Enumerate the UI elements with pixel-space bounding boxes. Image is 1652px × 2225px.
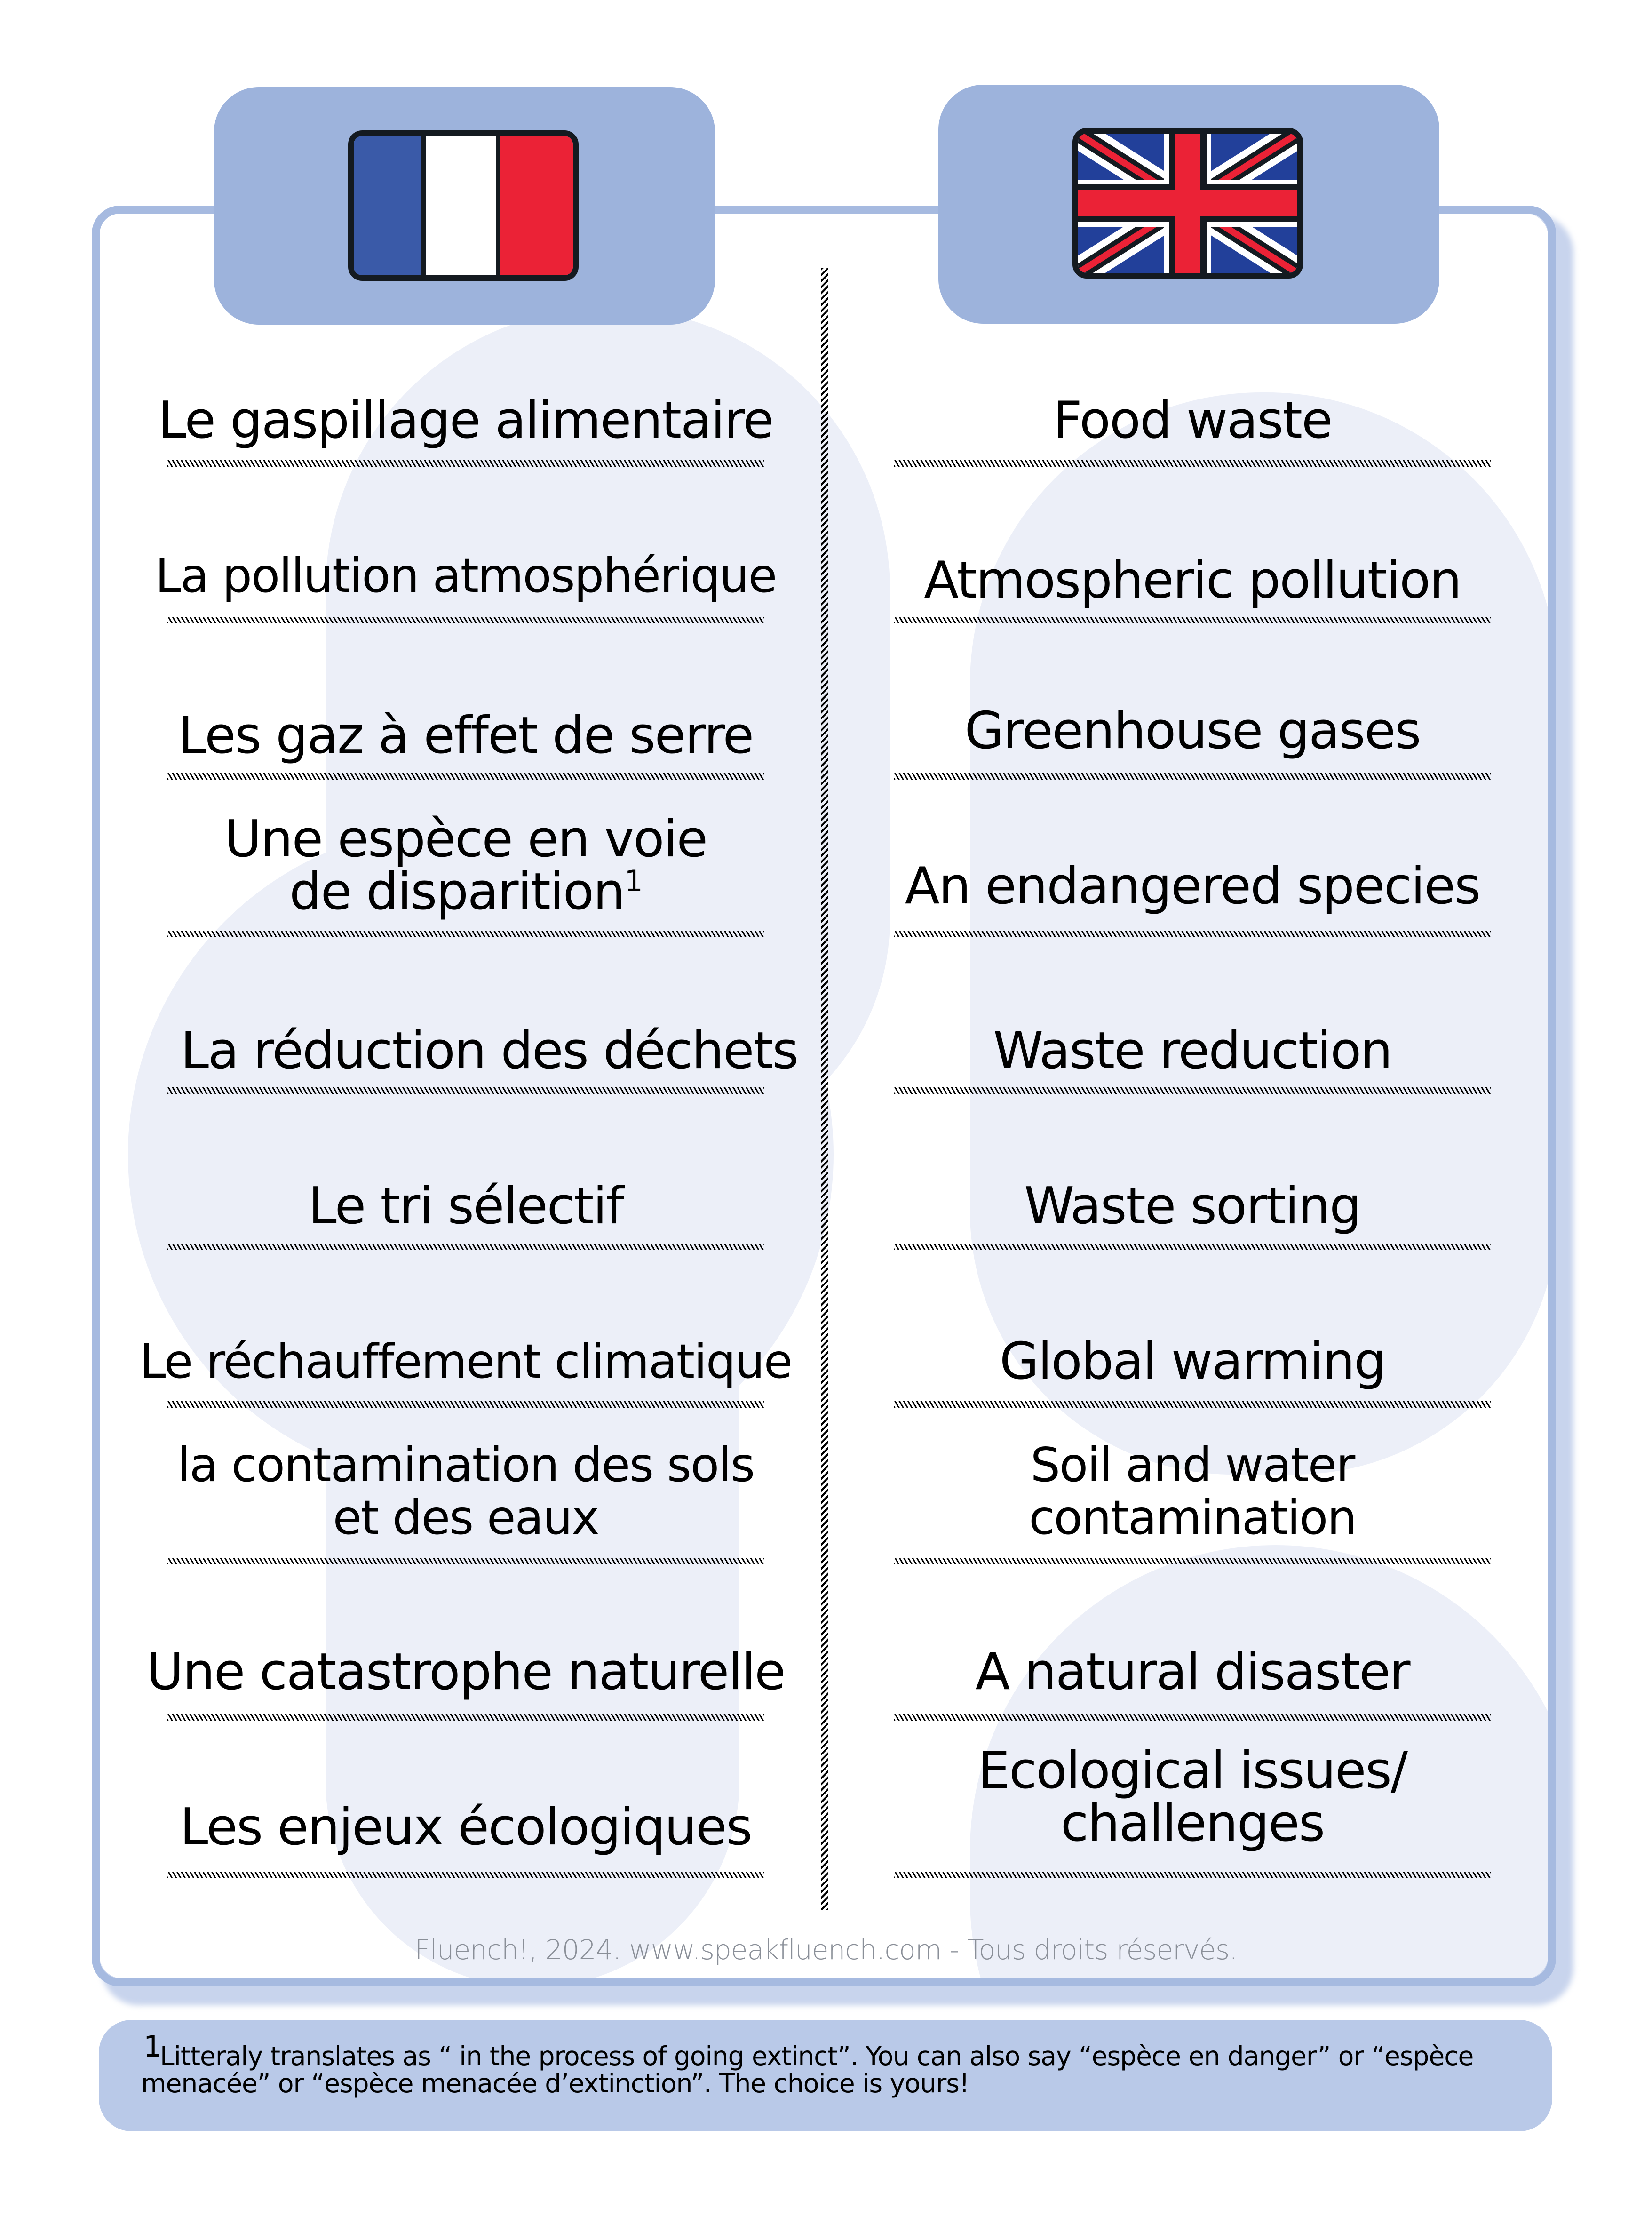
english-term: Food waste — [1053, 391, 1332, 450]
french-term: la contamination des sols et des eaux — [177, 1437, 755, 1545]
french-term: Une espèce en voie de disparition$^1$ — [224, 810, 707, 921]
french-term: Une catastrophe naturelle — [146, 1643, 785, 1701]
row-underline — [894, 1714, 1491, 1721]
english-term: An endangered species — [905, 857, 1480, 916]
english-term: Atmospheric pollution — [924, 551, 1461, 610]
row-underline — [167, 773, 764, 780]
row-underline — [894, 1872, 1491, 1878]
row-underline — [894, 1401, 1491, 1408]
french-header-tab — [214, 87, 715, 325]
english-term: Greenhouse gases — [964, 702, 1421, 760]
english-term: Ecological issues/ challenges — [977, 1741, 1407, 1853]
english-term: A natural disaster — [975, 1643, 1410, 1701]
french-term: Les enjeux écologiques — [180, 1798, 752, 1857]
french-term: Le gaspillage alimentaire — [158, 391, 773, 450]
row-underline — [894, 1244, 1491, 1250]
row-underline — [167, 931, 764, 937]
row-underline — [894, 617, 1491, 623]
row-underline — [894, 773, 1491, 780]
row-underline — [167, 617, 764, 623]
english-header-tab — [938, 85, 1439, 324]
row-underline — [894, 1087, 1491, 1094]
french-term: Le réchauffement climatique — [139, 1334, 792, 1389]
row-underline — [167, 1714, 764, 1721]
footnote-marker: 1 — [143, 2029, 162, 2064]
footnote-reference: 1 — [624, 864, 642, 898]
row-underline — [167, 1087, 764, 1094]
english-term: Global warming — [999, 1332, 1386, 1391]
copyright-notice: Fluench!, 2024. www.speakfluench.com - Tous droits réservés. — [414, 1934, 1238, 1966]
column-divider — [821, 268, 828, 1910]
french-term: La pollution atmosphérique — [155, 548, 777, 603]
footnote-box — [99, 2020, 1552, 2131]
french-term: Les gaz à effet de serre — [178, 706, 754, 765]
row-underline — [894, 1558, 1491, 1564]
row-underline — [894, 931, 1491, 937]
english-term: Waste sorting — [1024, 1177, 1361, 1236]
row-underline — [167, 1244, 764, 1250]
france-flag-icon — [348, 130, 579, 281]
english-term: Waste reduction — [993, 1021, 1392, 1080]
row-underline — [167, 1872, 764, 1878]
english-term: Soil and water contamination — [1029, 1437, 1356, 1545]
row-underline — [894, 460, 1491, 467]
row-underline — [167, 460, 764, 467]
french-term: Le tri sélectif — [308, 1177, 623, 1236]
footnote-text: Litteraly translates as “ in the process of going extinct”. You can also say “espèce en danger” or “espèce menacée” or “espèce menacée d’extinction”. The choice is yours! — [141, 2041, 1474, 2098]
french-term: La réduction des déchets — [180, 1021, 798, 1080]
uk-flag-icon — [1072, 128, 1303, 279]
row-underline — [167, 1558, 764, 1564]
row-underline — [167, 1401, 764, 1408]
